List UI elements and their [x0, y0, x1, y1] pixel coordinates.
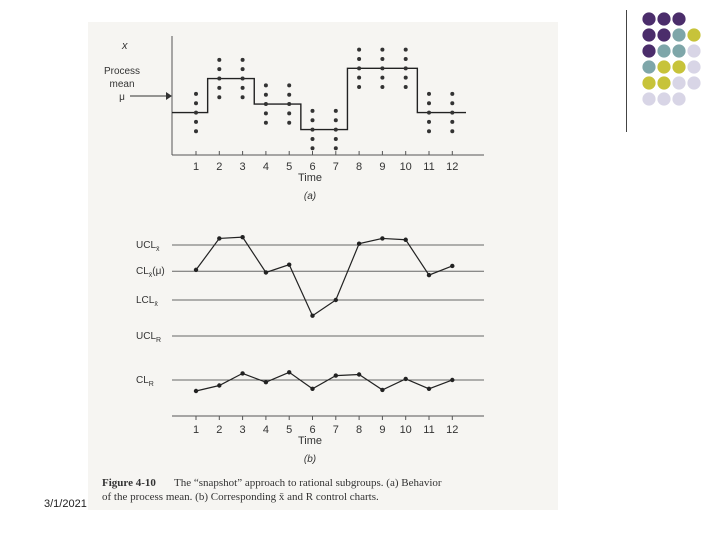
xbar-point: [310, 314, 314, 318]
subgroup-point: [404, 66, 408, 70]
lcl-xbar-subscript: x̄: [154, 301, 158, 308]
panel-b-tick-label: 5: [286, 424, 293, 436]
range-point: [380, 388, 384, 392]
range-point: [287, 370, 291, 374]
r-series: [194, 370, 455, 393]
range-point: [310, 387, 314, 391]
subgroup-point: [264, 93, 268, 97]
subgroup-point: [427, 120, 431, 124]
figure-caption: [102, 477, 442, 503]
decorative-dot: [657, 28, 670, 41]
panel-b-tick-label: 4: [262, 424, 269, 436]
subgroup-point: [450, 129, 454, 133]
subgroup-point: [450, 92, 454, 96]
subgroup-point: [334, 146, 338, 150]
process-mean-label-line2: mean: [109, 79, 135, 90]
subgroup-point: [450, 120, 454, 124]
process-mean-step: [172, 68, 466, 129]
decorative-dot: [672, 76, 685, 89]
decorative-dot: [642, 12, 655, 25]
subgroup-point: [194, 111, 198, 115]
decorative-dot: [687, 60, 700, 73]
subgroup-point: [357, 48, 361, 52]
range-point: [357, 372, 361, 376]
subgroup-point: [450, 101, 454, 105]
xbar-point: [240, 235, 244, 239]
subgroup-point: [357, 66, 361, 70]
panel-a-tick-label: 6: [309, 161, 316, 173]
range-point: [450, 378, 454, 382]
decorative-dot: [687, 28, 700, 41]
panel-a-tick-label: 4: [262, 161, 269, 173]
subgroup-point: [217, 95, 221, 99]
subgroup-point: [427, 101, 431, 105]
subgroup-point: [334, 109, 338, 113]
subgroup-point: [404, 85, 408, 89]
panel-b-tick-label: 3: [239, 424, 246, 436]
decorative-dot: [642, 28, 655, 41]
panel-b-tick-label: 10: [399, 424, 412, 436]
subgroup-point: [264, 83, 268, 87]
subgroup-point: [241, 86, 245, 90]
subgroup-point: [427, 111, 431, 115]
cl-xbar-subscript: x̄: [148, 272, 153, 280]
panel-b-ticks: [193, 416, 458, 436]
subgroup-point: [334, 137, 338, 141]
panel-b-tick-label: 6: [309, 424, 316, 436]
panel-a-tick-label: 5: [286, 161, 293, 173]
subgroup-point: [311, 109, 315, 113]
subgroup-point: [404, 57, 408, 61]
subgroup-point: [357, 57, 361, 61]
cl-xbar-label: $CL_{x̄}(\mu)$: [136, 266, 165, 280]
range-point: [240, 371, 244, 375]
caption-prefix: Figure 4-10: [102, 477, 156, 489]
subgroup-point: [380, 85, 384, 89]
subgroup-point: [311, 118, 315, 122]
ucl-xbar-label: $UCL_{x̄}$: [136, 240, 160, 253]
panel-a-label: (a): [303, 191, 317, 202]
range-point: [264, 380, 268, 384]
panel-b-x-label: Time: [297, 435, 323, 447]
subgroup-point: [334, 118, 338, 122]
decorative-dot: [672, 60, 685, 73]
xbar-point: [450, 264, 454, 268]
decorative-dot: [642, 44, 655, 57]
subgroup-point: [217, 58, 221, 62]
panel-b-tick-label: 8: [356, 424, 363, 436]
slide-date: 3/1/2021: [44, 498, 87, 510]
xbar-point: [217, 236, 221, 240]
xbar-point: [264, 270, 268, 274]
subgroup-point: [427, 129, 431, 133]
subgroup-point: [287, 102, 291, 106]
ucl-r-subscript: R: [156, 337, 162, 344]
xbar-point: [427, 273, 431, 277]
panel-a-tick-label: 1: [192, 161, 200, 173]
range-point: [427, 387, 431, 391]
range-point: [404, 377, 408, 381]
panel-a-tick-label: 9: [379, 161, 386, 173]
subgroup-point: [194, 120, 198, 124]
subgroup-point: [264, 111, 268, 115]
subgroup-point: [311, 146, 315, 150]
subgroup-point: [194, 92, 198, 96]
panel-a-tick-label: 10: [399, 161, 412, 173]
panel-a: [104, 36, 484, 202]
ucl-xbar-subscript: x̄: [156, 246, 160, 253]
cl-r-label: $CL_R$: [136, 375, 154, 388]
panel-b-tick-label: 1: [192, 424, 200, 436]
subgroup-point: [311, 137, 315, 141]
panel-a-tick-label: 2: [216, 161, 223, 173]
subgroup-point: [287, 93, 291, 97]
process-mean-label-line1: Process: [103, 66, 141, 77]
subgroup-point: [194, 101, 198, 105]
panel-a-ticks: [193, 151, 458, 173]
panel-a-tick-label: 12: [446, 161, 459, 173]
subgroup-point: [264, 102, 268, 106]
decorative-dot: [672, 92, 685, 105]
subgroup-point: [380, 66, 384, 70]
subgroup-point: [264, 121, 268, 125]
subgroup-point: [380, 76, 384, 80]
panel-a-tick-label: 7: [332, 161, 339, 173]
decorative-dot: [687, 44, 700, 57]
caption-line-1: The “snapshot” approach to rational subgroups. (a) Behavior: [174, 477, 442, 489]
subgroup-point: [287, 111, 291, 115]
panel-a-y-label: x: [122, 40, 128, 52]
decorative-dot: [642, 60, 655, 73]
xbar-point: [404, 238, 408, 242]
xbar-line: [196, 237, 452, 316]
panel-b-tick-label: 2: [216, 424, 223, 436]
decorative-dot: [672, 28, 685, 41]
subgroup-points: [194, 48, 454, 151]
subgroup-point: [404, 76, 408, 80]
caption-line-2: of the process mean. (b) Corresponding x̄ and R control charts.: [102, 491, 379, 503]
lcl-xbar-label: $LCL_{x̄}$: [136, 295, 158, 308]
panel-a-tick-label: 11: [423, 161, 435, 173]
subgroup-point: [241, 77, 245, 81]
range-point: [217, 383, 221, 387]
subgroup-point: [194, 129, 198, 133]
decorative-dot: [657, 60, 670, 73]
range-point: [194, 389, 198, 393]
subgroup-point: [380, 57, 384, 61]
panel-b-tick-label: 12: [446, 424, 459, 436]
subgroup-point: [380, 48, 384, 52]
subgroup-point: [404, 48, 408, 52]
subgroup-point: [427, 92, 431, 96]
subgroup-point: [357, 85, 361, 89]
xbar-point: [380, 236, 384, 240]
panel-b-tick-label: 9: [379, 424, 386, 436]
subgroup-point: [287, 121, 291, 125]
subgroup-point: [357, 76, 361, 80]
decorative-dot: [672, 44, 685, 57]
subgroup-point: [241, 95, 245, 99]
xbar-point: [287, 262, 291, 266]
decorative-vertical-rule: [626, 10, 627, 132]
decorative-dot: [657, 44, 670, 57]
cl-xbar-suffix: (μ): [152, 266, 165, 278]
panel-a-x-label: Time: [297, 172, 323, 184]
subgroup-point: [241, 67, 245, 71]
decorative-dot: [657, 92, 670, 105]
arrowhead: [166, 92, 172, 100]
decorative-dot: [657, 76, 670, 89]
subgroup-point: [217, 67, 221, 71]
xbar-point: [357, 241, 361, 245]
decorative-dot-grid: [642, 12, 700, 105]
decorative-dot: [642, 76, 655, 89]
process-mean-step-line: [172, 68, 466, 129]
subgroup-point: [450, 111, 454, 115]
xbar-point: [194, 268, 198, 272]
range-point: [334, 373, 338, 377]
range-line: [196, 372, 452, 391]
panel-b: [136, 235, 484, 465]
panel-b-label: (b): [303, 454, 317, 465]
process-mean-label-mu: μ: [119, 92, 125, 103]
xbar-series: [194, 235, 455, 318]
decorative-dot: [687, 76, 700, 89]
decorative-dot: [672, 12, 685, 25]
panel-a-tick-label: 3: [239, 161, 246, 173]
subgroup-point: [334, 128, 338, 132]
ucl-r-label: $UCL_R$: [136, 331, 162, 344]
panel-b-tick-label: 7: [332, 424, 339, 436]
decorative-dot: [657, 12, 670, 25]
control-limit-lines: [136, 240, 484, 388]
cl-r-subscript: R: [148, 381, 154, 388]
xbar-point: [334, 298, 338, 302]
subgroup-point: [287, 83, 291, 87]
subgroup-point: [311, 128, 315, 132]
subgroup-point: [241, 58, 245, 62]
panel-b-tick-label: 11: [423, 424, 435, 436]
subgroup-point: [217, 86, 221, 90]
panel-a-tick-label: 8: [356, 161, 363, 173]
decorative-dot: [642, 92, 655, 105]
subgroup-point: [217, 77, 221, 81]
